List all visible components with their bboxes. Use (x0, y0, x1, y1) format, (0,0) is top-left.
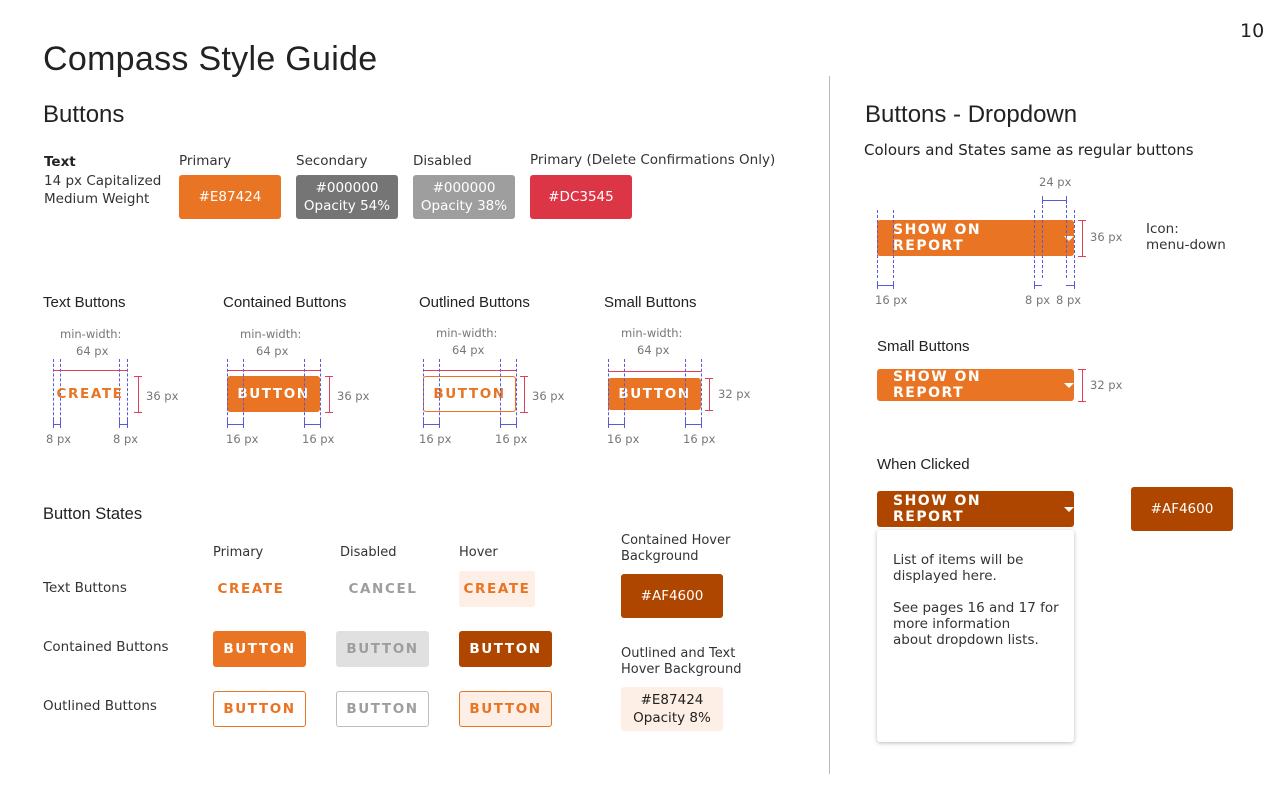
section-divider (829, 76, 830, 774)
outlined-height-label: 36 px (532, 389, 565, 403)
dropdown-clicked-title: When Clicked (877, 456, 970, 473)
text-pad-left-label: 8 px (46, 432, 72, 446)
small-minwidth-line (608, 371, 701, 372)
dropdown-button-spec[interactable] (877, 220, 1074, 256)
specimen-small-button: BUTTON (608, 378, 701, 410)
dropdown-menu-text-3: See pages 16 and 17 for (893, 600, 1059, 616)
states-col-hover: Hover (459, 545, 498, 560)
text-minwidth-label: min-width: (60, 327, 122, 341)
text-height-line (138, 376, 139, 412)
guide-line (877, 210, 878, 278)
contained-hover-swatch (621, 574, 723, 618)
dropdown-icon-width-label: 24 px (1039, 175, 1072, 189)
dropdown-heading: Buttons - Dropdown (865, 101, 1078, 128)
guide-line (439, 359, 440, 425)
tick (624, 420, 625, 428)
states-row-outlined: Outlined Buttons (43, 698, 157, 714)
tick (439, 420, 440, 428)
guide-line (1042, 200, 1043, 278)
color-primary-hex: #E87424 (198, 189, 262, 205)
small-height-line (709, 378, 710, 410)
tick (500, 420, 501, 428)
text-pad-right-label: 8 px (113, 432, 139, 446)
color-primary-swatch (179, 175, 281, 219)
text-height-tick (134, 412, 142, 413)
small-pad-right-line (685, 424, 701, 425)
tick (1078, 256, 1086, 257)
guide-line (608, 359, 609, 425)
tick (423, 420, 424, 428)
color-danger-label: Primary (Delete Confirmations Only) (530, 152, 776, 168)
dropdown-menu-panel (877, 530, 1074, 742)
dropdown-icon-label: Icon: (1146, 221, 1179, 237)
small-pad-right-label: 16 px (683, 432, 716, 446)
outlined-disabled-button: BUTTON (336, 691, 429, 727)
outlined-height-line (524, 376, 525, 412)
dropdown-pad-left-line (877, 285, 893, 286)
contained-minwidth-label: min-width: (240, 327, 302, 341)
guide-line (1034, 210, 1035, 278)
tick (1074, 281, 1075, 289)
text-height-label: 36 px (146, 389, 179, 403)
specimen-text-button: CREATE (56, 386, 124, 402)
guide-line (1066, 200, 1067, 278)
page-title: Compass Style Guide (43, 40, 378, 78)
small-height-tick (705, 410, 713, 411)
outlined-buttons-title: Outlined Buttons (419, 294, 530, 311)
tick (1078, 369, 1086, 370)
outlined-primary-button[interactable]: BUTTON (213, 691, 306, 727)
guide-line (624, 359, 625, 425)
guide-line (1074, 210, 1075, 278)
specimen-contained-button: BUTTON (227, 376, 320, 412)
buttons-heading: Buttons (43, 101, 125, 128)
text-spec-size: 14 px Capitalized (44, 173, 162, 189)
tick (1078, 220, 1086, 221)
outlined-height-tick (520, 376, 528, 377)
dropdown-gap1-label: 8 px (1025, 293, 1051, 307)
tick (304, 420, 305, 428)
outlined-pad-left-line (423, 424, 439, 425)
contained-disabled-button: BUTTON (336, 631, 429, 667)
small-minwidth-label: min-width: (621, 326, 683, 340)
color-disabled-opacity: Opacity 38% (420, 198, 508, 214)
outlined-pad-right-line (500, 424, 516, 425)
states-col-primary: Primary (213, 545, 264, 560)
states-col-disabled: Disabled (340, 545, 397, 560)
dropdown-subtitle: Colours and States same as regular buttons (864, 141, 1194, 159)
contained-pad-right-line (304, 424, 320, 425)
tick (701, 420, 702, 428)
tick (608, 420, 609, 428)
contained-minwidth-line (227, 370, 320, 371)
contained-height-tick (325, 412, 333, 413)
outlined-minwidth-line (423, 370, 516, 371)
guide-line (893, 210, 894, 278)
dropdown-small-height-label: 32 px (1090, 378, 1123, 392)
contained-height-tick (325, 376, 333, 377)
color-secondary-opacity: Opacity 54% (303, 198, 391, 214)
dropdown-small-title: Small Buttons (877, 338, 970, 355)
tick (516, 420, 517, 428)
tick (1078, 401, 1086, 402)
dropdown-small-label: SHOW ON REPORT (893, 369, 982, 401)
outlined-minwidth-value: 64 px (452, 343, 485, 357)
states-heading: Button States (43, 505, 143, 523)
dropdown-gap1-line (1034, 285, 1042, 286)
guide-line (320, 359, 321, 425)
guide-line (685, 359, 686, 425)
text-primary-create-button[interactable]: CREATE (217, 581, 285, 597)
dropdown-clicked-hex: #AF4600 (1150, 501, 1214, 517)
dropdown-pad-left-label: 16 px (875, 293, 908, 307)
contained-buttons-title: Contained Buttons (223, 294, 347, 311)
guide-line (304, 359, 305, 425)
dropdown-clicked-swatch (1131, 487, 1233, 531)
contained-pad-right-label: 16 px (302, 432, 335, 446)
outlined-height-tick (520, 412, 528, 413)
guide-line (701, 359, 702, 425)
outlined-hover-swatch (621, 687, 723, 731)
text-spec-weight: Medium Weight (44, 191, 150, 207)
small-pad-left-label: 16 px (607, 432, 640, 446)
color-danger-swatch (530, 175, 632, 219)
outlined-hover-title-1: Outlined and Text (621, 646, 736, 661)
dropdown-button-label: SHOW ON REPORT (893, 222, 982, 254)
outlined-hover-opacity: Opacity 8% (633, 710, 711, 726)
states-row-contained: Contained Buttons (43, 639, 169, 655)
guide-line (423, 359, 424, 425)
dropdown-menu-text-1: List of items will be (893, 552, 1024, 568)
text-disabled-cancel-button: CANCEL (348, 581, 418, 597)
small-minwidth-value: 64 px (637, 343, 670, 357)
color-secondary-hex: #000000 (315, 180, 379, 196)
dropdown-gap2-label: 8 px (1056, 293, 1082, 307)
dropdown-small-height-line (1082, 369, 1083, 401)
text-hover-create-button[interactable]: CREATE (459, 571, 535, 607)
tick (1034, 281, 1035, 289)
color-disabled-label: Disabled (413, 153, 472, 169)
small-height-label: 32 px (718, 387, 751, 401)
states-row-text: Text Buttons (43, 580, 127, 596)
text-minwidth-value: 64 px (76, 344, 109, 358)
text-spec-label: Text (44, 154, 76, 170)
small-buttons-title: Small Buttons (604, 294, 697, 311)
tick (227, 420, 228, 428)
small-pad-left-line (608, 424, 624, 425)
text-pad-right-line (119, 424, 127, 425)
dropdown-height-line (1082, 220, 1083, 256)
contained-pad-left-label: 16 px (226, 432, 259, 446)
outlined-minwidth-label: min-width: (436, 326, 498, 340)
contained-minwidth-value: 64 px (256, 344, 289, 358)
page-number: 10 (1240, 20, 1265, 42)
dropdown-small-button[interactable] (877, 369, 1074, 401)
dropdown-icon-width-line (1042, 200, 1066, 201)
guide-line (500, 359, 501, 425)
outlined-hover-button[interactable]: BUTTON (459, 691, 552, 727)
outlined-hover-hex: #E87424 (640, 692, 704, 708)
tick (119, 420, 120, 428)
contained-hover-hex: #AF4600 (640, 588, 704, 604)
tick (243, 420, 244, 428)
color-disabled-swatch (413, 175, 515, 219)
dropdown-menu-text-2: displayed here. (893, 568, 997, 584)
text-buttons-title: Text Buttons (43, 294, 126, 311)
outlined-pad-left-label: 16 px (419, 432, 452, 446)
menu-down-icon (1064, 507, 1074, 512)
color-secondary-label: Secondary (296, 153, 368, 169)
color-danger-hex: #DC3545 (548, 189, 614, 205)
outlined-hover-title-2: Hover Background (621, 662, 742, 677)
tick (127, 420, 128, 428)
dropdown-menu-text-4: more information (893, 616, 1011, 632)
tick (877, 281, 878, 289)
dropdown-clicked-button[interactable] (877, 491, 1074, 527)
color-disabled-hex: #000000 (432, 180, 496, 196)
guide-line (516, 359, 517, 425)
text-minwidth-line (53, 370, 127, 371)
menu-down-icon (1064, 383, 1074, 388)
color-secondary-swatch (296, 175, 398, 219)
dropdown-clicked-label: SHOW ON REPORT (893, 493, 982, 525)
dropdown-icon-name: menu-down (1146, 237, 1226, 253)
dropdown-menu-text-5: about dropdown lists. (893, 632, 1039, 648)
tick (320, 420, 321, 428)
text-height-tick (134, 376, 142, 377)
dropdown-gap2-line (1066, 285, 1074, 286)
contained-hover-button[interactable]: BUTTON (459, 631, 552, 667)
tick (53, 420, 54, 428)
guide-line (127, 359, 128, 425)
text-pad-left-line (53, 424, 60, 425)
contained-hover-title-1: Contained Hover (621, 533, 731, 548)
small-height-tick (705, 378, 713, 379)
color-primary-label: Primary (179, 153, 232, 169)
tick (60, 420, 61, 428)
tick (685, 420, 686, 428)
outlined-pad-right-label: 16 px (495, 432, 528, 446)
contained-height-label: 36 px (337, 389, 370, 403)
specimen-outlined-button: BUTTON (423, 376, 516, 412)
guide-line (243, 359, 244, 425)
contained-hover-title-2: Background (621, 549, 699, 564)
contained-pad-left-line (227, 424, 243, 425)
tick (893, 281, 894, 289)
guide-line (227, 359, 228, 425)
contained-primary-button[interactable]: BUTTON (213, 631, 306, 667)
contained-height-line (329, 376, 330, 412)
dropdown-height-label: 36 px (1090, 230, 1123, 244)
